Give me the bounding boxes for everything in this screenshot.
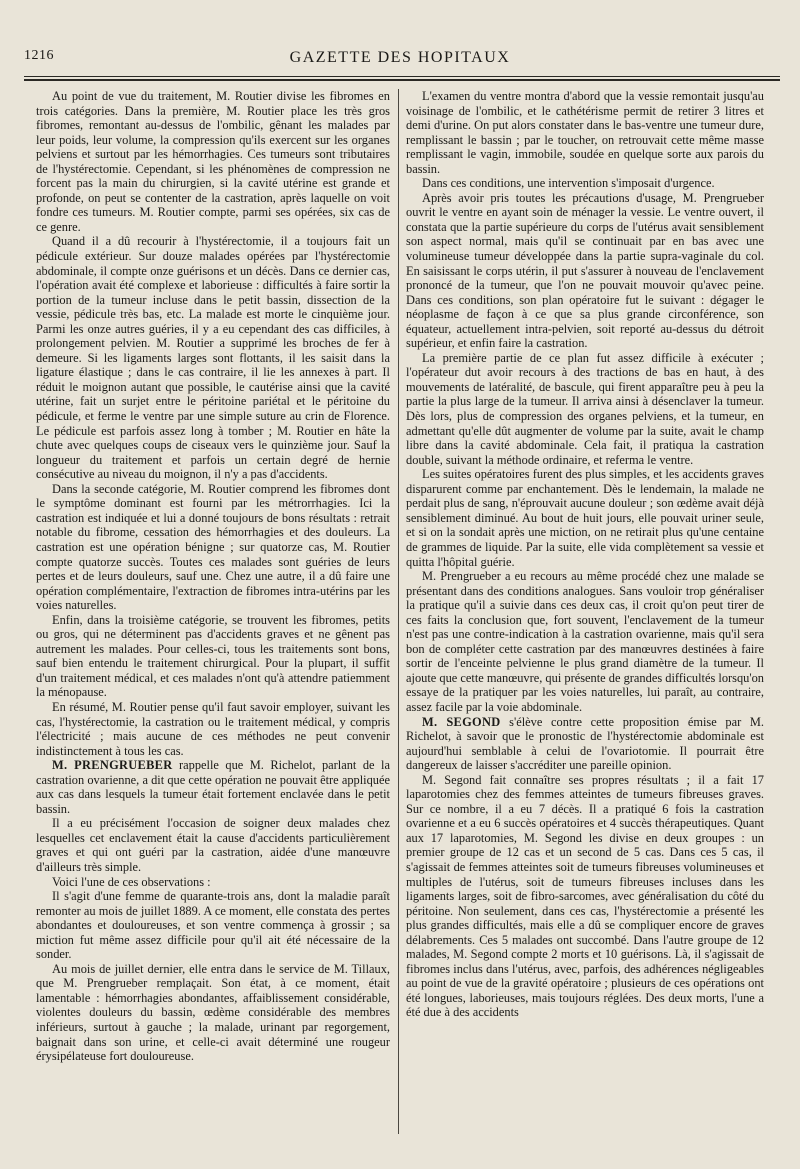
paragraph: M. PRENGRUEBER rappelle que M. Richelot, parlant de la castration ovarienne, a dit que cette opération ne pouvait être appliquée aux cas dans lesquels la tumeur était fortement enclavée dans le petit bassin. <box>36 758 390 816</box>
paragraph: Dans ces conditions, une intervention s'imposait d'urgence. <box>422 176 715 191</box>
running-title: GAZETTE DES HOPITAUX <box>289 49 511 66</box>
paragraph: M. SEGOND s'élève contre cette proposition émise par M. Richelot, à savoir que le pronostic de l'hystérectomie abdominale est aujourd'hui semblable à celui de l'ovariotomie. Il pourrait être dangereux de laisser s'accréditer une pareille opinion. <box>406 714 764 773</box>
paragraph: Au mois de juillet dernier, elle entra dans le service de M. Tillaux, que M. Prengrueber remplaçait. Son état, à ce moment, était lamentable : hémorrhagies abondantes, affaiblissement considérable, violentes douleurs du bassin, œdème considérable des membres inférieurs, surtout à gauche ; la malade, urinant par regorgement, baignait dans son urine, et celle-ci avait déterminé une rougeur érysipélateuse fort douloureuse. <box>36 961 390 1064</box>
paragraph: Les suites opératoires furent des plus simples, et les accidents graves disparurent comme par enchantement. Dès le lendemain, la malade ne perdait plus de sang, n'éprouvait aucune douleur ; son œdème avait déjà sensiblement diminué. Au bout de huit jours, elle pouvait uriner seule, et si on la sondait après une miction, on ne retirait plus qu'une centaine de grammes de liquide. Par la suite, elle vida complètement sa vessie et quitta l'hôpital guérie. <box>406 467 764 569</box>
paragraph: Après avoir pris toutes les précautions d'usage, M. Prengrueber ouvrit le ventre en ayant soin de ménager la vessie. Le ventre ouvert, il constata que la partie supérieure du corps de l'utérus avait sensiblement son aspect normal, mais qu'il se continuait par en bas avec une volumineuse tumeur développée dans la partie supra-vaginale du col. En saisissant le corps utérin, il put s'assurer à nouveau de l'enclavement prononcé de la tumeur, que l'on ne pouvait mouvoir qu'avec peine. Dans ces conditions, son plan opératoire fut le suivant : dégager le néoplasme de façon à ce que sa plus grande circonférence, son équateur, actuellement intra-pelvien, soit reporté au-dessus du détroit supérieur, et enfin faire la castration. <box>406 190 764 351</box>
paragraph: Dans la seconde catégorie, M. Routier comprend les fibromes dont le symptôme dominant est fourni par les métrorrhagies. Ici la castration est indiquée et lui a donné toujours de bons résultats : retrait notable du fibrome, cessation des hémorrhagies et des douleurs. La castration est une opération bénigne ; sur quatorze cas, M. Routier compte quatorze succès. Toutes ces malades sont guéries de leurs pertes et de leurs douleurs, sauf une. Chez une autre, il a dû faire une opération complémentaire, l'extraction de fibromes intra-utérins par les voies naturelles. <box>36 481 390 613</box>
paragraph: Enfin, dans la troisième catégorie, se trouvent les fibromes, petits ou gros, qui ne déterminent pas d'accidents graves et ne gênent pas autrement les malades. Pour celles-ci, tous les traitements sont bons, sauf bien entendu le traitement chirurgical. Pour la plupart, il suffit d'un traitement médical, et ces malades n'ont qu'à attendre patiemment la ménopause. <box>36 612 390 700</box>
speaker-name: M. SEGOND <box>422 714 501 729</box>
paragraph: Il a eu précisément l'occasion de soigner deux malades chez lesquelles cet enclavement était la cause d'accidents particulièrement graves et qui ont guéri par la castration, aidée d'une manœuvre d'ailleurs très simple. <box>36 816 390 874</box>
paragraph: Quand il a dû recourir à l'hystérectomie, il a toujours fait un pédicule extérieur. Sur douze malades opérées par l'hystérectomie abdominale, il compte onze guérisons et un décès. Dans ce dernier cas, l'opération avait été complexe et laborieuse : difficultés à faire sortir la portion de la tumeur incluse dans le petit bassin, dissection de la vessie, pédicule très bas, etc. La malade est morte le cinquième jour. Parmi les onze autres guéries, il y a eu cependant des cas difficiles, à prolongement pelvien. M. Routier a supprimé les broches de fer à demeure. Si les ligaments larges sont flottants, il les saisit dans la ligature élastique ; dans le cas contraire, il lie les annexes à part. Il réduit le moignon autant que possible, le cautérise ainsi que la cavité utérine, fait un surjet entre le péritoine pariétal et le péritoine du pédicule, et ferme le ventre par une simple suture au crin de Florence. Le pédicule est parfois assez long à tomber ; M. Routier en hâte la chute avec quelques coups de ciseaux vers le quinzième jour. Sauf la longueur du traitement et parfois un certain degré de hernie consécutive au niveau du moignon, il n'y a pas d'accidents. <box>36 234 390 482</box>
paragraph: En résumé, M. Routier pense qu'il faut savoir employer, suivant les cas, l'hystérectomie, la castration ou le traitement médical, y compris l'électricité ; mais aucune de ces méthodes ne peut convenir indistinctement à tous les cas. <box>36 699 390 758</box>
column-divider <box>398 89 399 1134</box>
paragraph: Au point de vue du traitement, M. Routier divise les fibromes en trois catégories. Dans la première, M. Routier place les très gros fibromes, remontant au-dessus de l'ombilic, gênant les malades par leur poids, leur volume, la compression qu'ils exercent sur les organes pelviens et surtout par les hémorrhagies. Ces tumeurs sont tributaires de l'hystérectomie. Cependant, si les phénomènes de compression ne forcent pas la main du chirurgien, si la cavité utérine est grande et profonde, on peut se contenter de la castration, après laquelle on voit fondre ces tumeurs. M. Routier compte, parmi ses opérées, six cas de ce genre. <box>36 89 390 234</box>
paragraph: M. Prengrueber a eu recours au même procédé chez une malade se présentant dans des conditions analogues. Sans vouloir trop généraliser la pratique qu'il a suivie dans ces deux cas, il croit qu'on peut tirer de ces faits la conclusion que, fort souvent, l'enclavement de la tumeur n'est pas une contre-indication à la castration ovarienne, mais qu'il sera bon de compléter cette castration par des manœuvres destinées à faire sortir de l'enceinte pelvienne le plus grand diamètre de la tumeur. Il ajoute que cette manœuvre, qui présente de grandes difficultés lorsqu'on essaye de la pratiquer par les voies naturelles, lui paraît, au contraire, assez facile par la voie abdominale. <box>406 569 764 714</box>
paragraph: L'examen du ventre montra d'abord que la vessie remontait jusqu'au voisinage de l'ombilic, et le cathétérisme permit de retirer 3 litres et demi d'urine. On put alors constater dans le bas-ventre une tumeur dure, remplissant le bassin ; par le toucher, on retrouvait cette même masse remplissant le vagin, immobile, soudée en quelque sorte aux parois du bassin. <box>406 89 764 176</box>
speaker-name: M. PRENGRUEBER <box>52 758 173 773</box>
paragraph: La première partie de ce plan fut assez difficile à exécuter ; l'opérateur dut avoir recours à des tractions de bas en haut, à des mouvements de latéralité, de bascule, qui firent apparaître peu à peu la partie la plus large de la tumeur. Il arriva ainsi à désenclaver la tumeur. Dès lors, plus de compression des organes pelviens, et la tumeur, en admettant qu'elle dût augmenter de volume par la suite, avait le champ libre dans la cavité abdominale. Cela fait, il pratiqua la castration double, suivant la méthode ordinaire, et referma le ventre. <box>406 350 764 467</box>
paragraph: M. Segond fait connaître ses propres résultats ; il a fait 17 laparotomies chez des femmes atteintes de tumeurs fibreuses graves. Sur ce nombre, il a eu 7 décès. Il a pratiqué 6 fois la castration ovarienne et a eu 6 succès opératoires et 4 succès thérapeutiques. Quant aux 17 laparotomies, M. Segond les divise en deux groupes : un premier groupe de 12 cas et un second de 5 cas. Dans ces 5 cas, il s'agissait de femmes atteintes soit de tumeurs fibreuses volumineuses et multiples de l'utérus, soit de tumeurs fibreuses incluses dans les ligaments larges, soit de fibro-sarcomes, avec généralisation du côté du péritoine. Non seulement, dans ces cas, l'hystérectomie a présenté les plus grandes difficultés, mais elle a dû se compliquer encore de graves délabrements. Ces 5 malades ont succombé. Dans l'autre groupe de 12 malades, M. Segond compte 2 morts et 10 guérisons. Là, il s'agissait de fibromes inclus dans l'utérus, avec, parfois, des adhérences négligeables au point de vue de la gravité opératoire ; plusieurs de ces opérations ont été longues, laborieuses, mais toujours réglées. Des deux morts, l'une a été due à des accidents <box>406 772 764 1020</box>
page-number: 1216 <box>24 48 54 63</box>
left-column <box>36 89 390 1139</box>
right-column <box>406 89 764 1139</box>
paragraph: Il s'agit d'une femme de quarante-trois ans, dont la maladie paraît remonter au mois de juillet 1889. A ce moment, elle constata des pertes abondantes et douloureuses, et son ventre commença à grossir ; sa miction fut même assez difficile pour qu'il ait été nécessaire de la sonder. <box>36 889 390 962</box>
header-rule <box>24 76 780 77</box>
paragraph: Voici l'une de ces observations : <box>52 874 211 889</box>
header-rule-double <box>24 79 780 81</box>
